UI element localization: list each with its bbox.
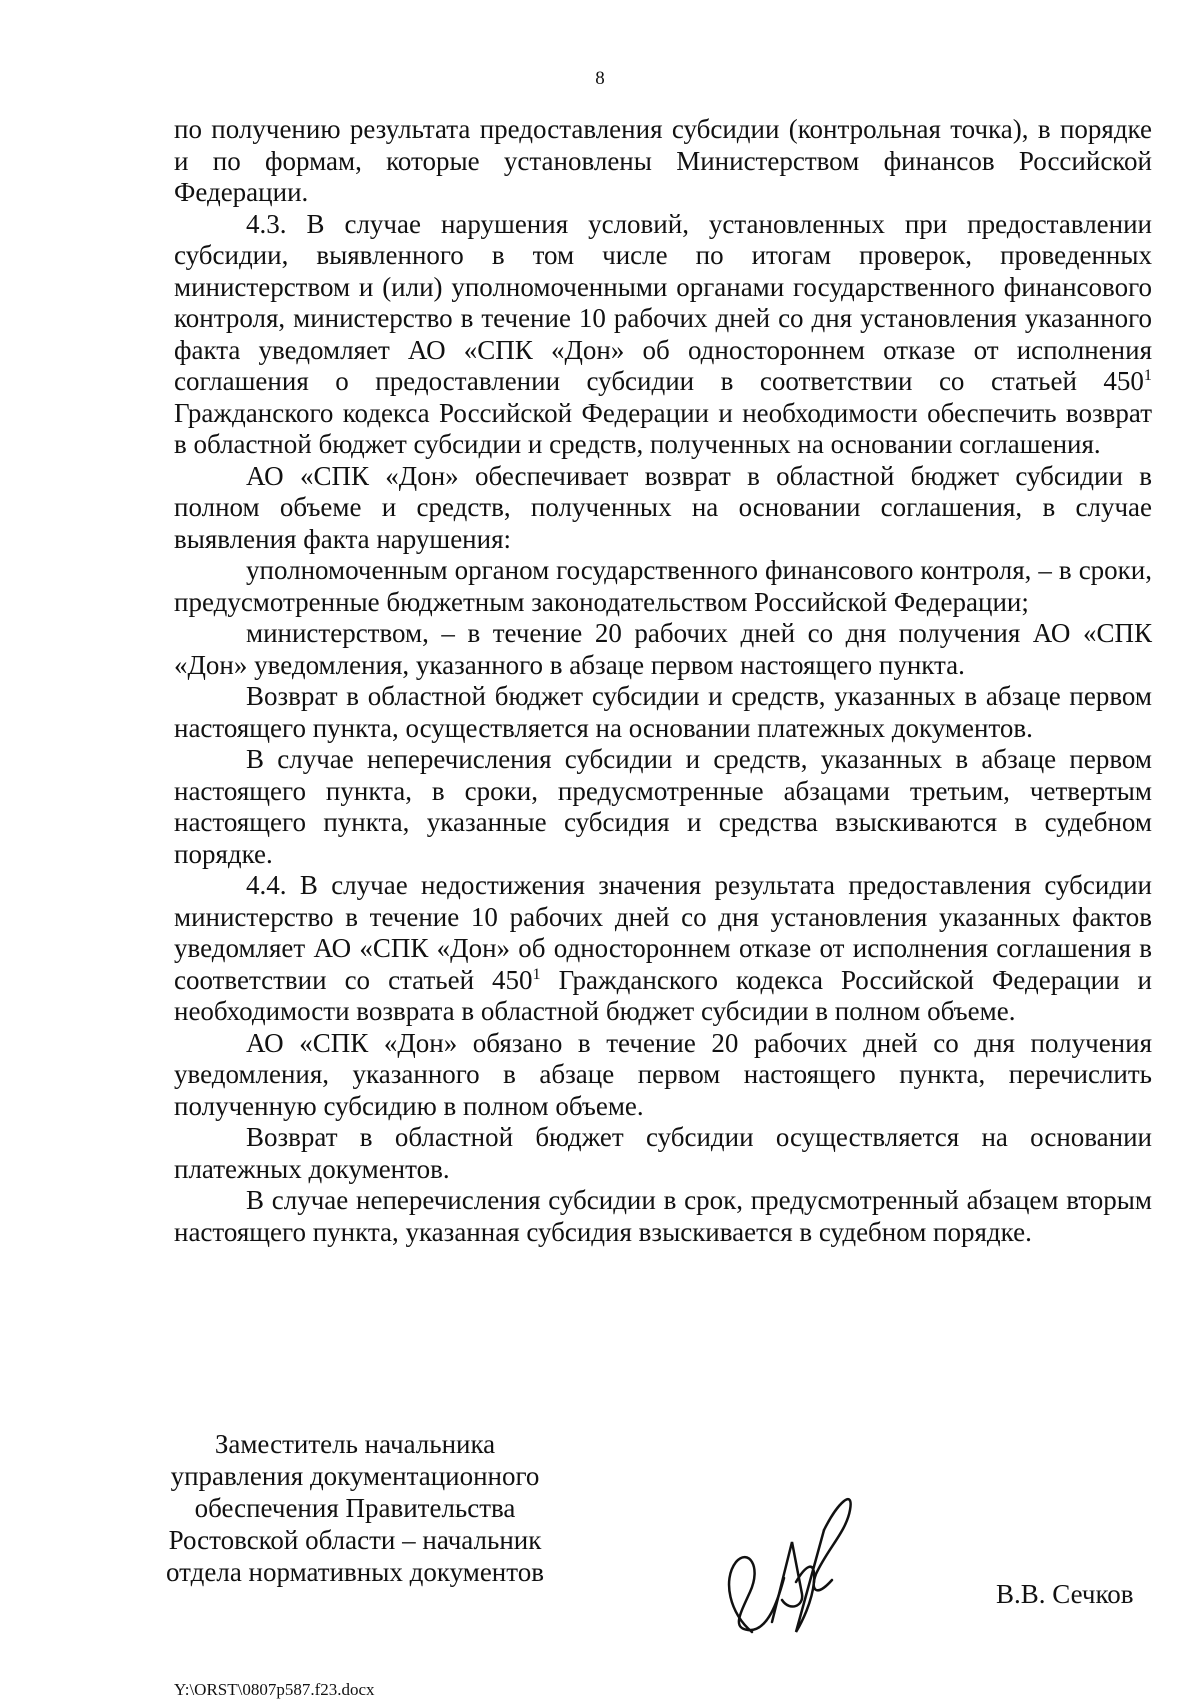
paragraph-11: В случае неперечисления субсидии в срок, предусмотренный абзацем вторым настоящего пункта, указанная субсидия взыскивается в судебном порядке. bbox=[174, 1185, 1152, 1247]
paragraph-4-3: 4.3. В случае нарушения условий, установленных при предоставлении субсидии, выявленного в том числе по итогам проверок, проведенных министерством и (или) уполномоченными органами государственного финансового контроля, министерство в течение 10 рабочих дней со дня установления указанного факта уведомляет АО «СПК «Дон» об одностороннем отказе от исполнения соглашения о предоставлении субсидии в соответствии со статьей $450^1$ Гражданского кодекса Российской Федерации и необходимости обеспечить возврат в областной бюджет субсидии и средств, полученных на основании соглашения. bbox=[174, 208, 1152, 459]
paragraph-4-4: 4.4. В случае недостижения значения результата предоставления субсидии министерство в течение 10 рабочих дней со дня установления указанных фактов уведомляет АО «СПК «Дон» об одностороннем отказе от исполнения соглашения в соответствии со статьей $450^1$ Гражданского кодекса Российской Федерации и необходимости возврата в областной бюджет субсидии в полном объеме. bbox=[174, 870, 1152, 1026]
position-line: Ростовской области – начальник bbox=[168, 1525, 542, 1555]
signatory-name: В.В. Сечков bbox=[996, 1579, 1134, 1609]
paragraph-1: по получению результата предоставления субсидии (контрольная точка), в порядке и по формам, которые установлены Министерством финансов Российской Федерации. bbox=[174, 114, 1152, 207]
position-line: отдела нормативных документов bbox=[166, 1557, 544, 1587]
paragraph-5: министерством, – в течение 20 рабочих дней со дня получения АО «СПК «Дон» уведомления, указанного в абзаце первом настоящего пункта. bbox=[174, 618, 1152, 680]
position-line: управления документационного bbox=[170, 1461, 540, 1491]
paragraph-9: АО «СПК «Дон» обязано в течение 20 рабочих дней со дня получения уведомления, указанного в абзаце первом настоящего пункта, перечислить полученную субсидию в полном объеме. bbox=[174, 1027, 1152, 1121]
handwritten-signature bbox=[712, 1482, 862, 1642]
paragraph-4: уполномоченным органом государственного финансового контроля, – в сроки, предусмотренные бюджетным законодательством Российской Федерации; bbox=[174, 555, 1152, 617]
paragraph-6: Возврат в областной бюджет субсидии и средств, указанных в абзаце первом настоящего пункта, осуществляется на основании платежных документов. bbox=[174, 681, 1152, 743]
paragraph-7: В случае неперечисления субсидии и средств, указанных в абзаце первом настоящего пункта, в сроки, предусмотренные абзацами третьим, четвертым настоящего пункта, указанные субсидия и средства взыскиваются в судебном порядке. bbox=[174, 744, 1152, 869]
signatory-position bbox=[150, 1428, 560, 1588]
paragraph-10: Возврат в областной бюджет субсидии осуществляется на основании платежных документов. bbox=[174, 1122, 1152, 1184]
document-body bbox=[174, 114, 1152, 1248]
position-line: обеспечения Правительства bbox=[194, 1493, 516, 1523]
paragraph-3: АО «СПК «Дон» обеспечивает возврат в областной бюджет субсидии в полном объеме и средств, полученных на основании соглашения, в случае выявления факта нарушения: bbox=[174, 460, 1152, 554]
page-number: 8 bbox=[595, 68, 605, 89]
file-path-footer: Y:\ORST\0807p587.f23.docx bbox=[174, 1680, 375, 1699]
position-line: Заместитель начальника bbox=[214, 1429, 496, 1459]
